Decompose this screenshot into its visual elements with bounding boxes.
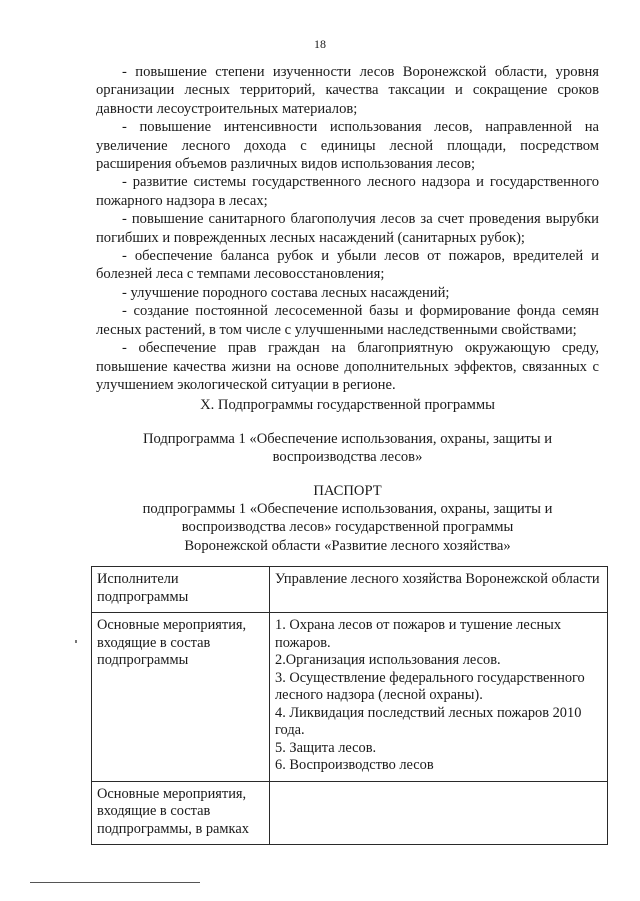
footer-rule: [30, 882, 200, 883]
paragraph: - обеспечение прав граждан на благоприятную окружающую среду, повышение качества жизни на основе дополнительных эффектов, связанных с улучшением экологической ситуации в регионе.: [96, 340, 599, 393]
passport-subtitle: [96, 500, 599, 555]
list-item: 1. Охрана лесов от пожаров и тушение лесных пожаров.: [275, 617, 562, 651]
table-cell-value: [270, 781, 608, 845]
list-item: 2.Организация использования лесов.: [275, 652, 501, 668]
page-number: 18: [314, 37, 326, 51]
passport-subtitle-line: Воронежской области «Развитие лесного хозяйства»: [184, 537, 511, 554]
body-text: [96, 63, 599, 394]
paragraph: - развитие системы государственного лесного надзора и государственного пожарного надзора в лесах;: [96, 174, 599, 209]
table-cell-value: Управление лесного хозяйства Воронежской области: [270, 567, 608, 613]
paragraph: - обеспечение баланса рубок и убыли лесов от пожаров, вредителей и болезней леса с темпами лесовосстановления;: [96, 248, 599, 283]
list-item: 5. Защита лесов.: [275, 739, 377, 756]
table-row: [92, 567, 608, 613]
paragraph: - создание постоянной лесосеменной базы и формирование фонда семян лесных растений, в том числе с улучшенными наследственными свойствами;: [96, 303, 599, 338]
passport-table: [91, 566, 608, 845]
paragraph: - повышение интенсивности использования лесов, направленной на увеличение лесного дохода с единицы лесной площади, посредством расширения объемов различных видов использования лесов;: [96, 119, 599, 173]
table-cell-list: [270, 613, 608, 782]
table-cell-label: Основные мероприятия, входящие в состав подпрограммы, в рамках: [92, 781, 270, 845]
list-item: 4. Ликвидация последствий лесных пожаров 2010 года.: [275, 704, 582, 738]
table-row: [92, 781, 608, 845]
subprogram-heading: [96, 430, 599, 467]
passport-title: ПАСПОРТ: [313, 483, 382, 499]
scan-speck: [75, 640, 77, 643]
paragraph: - улучшение породного состава лесных насаждений;: [122, 284, 450, 301]
list-item: 3. Осуществление федерального государственного лесного надзора (лесной охраны).: [275, 669, 585, 703]
subprogram-heading-line: Подпрограмма 1 «Обеспечение использования, охраны, защиты и: [142, 431, 553, 447]
subprogram-heading-line: воспроизводства лесов»: [272, 449, 423, 466]
paragraph: - повышение степени изученности лесов Воронежской области, уровня организации лесных территорий, качества таксации и сокращение сроков давности лесоустроительных материалов;: [96, 64, 599, 117]
table-cell-label: Основные мероприятия, входящие в состав подпрограммы: [92, 613, 270, 782]
list-item: 6. Воспроизводство лесов: [275, 757, 434, 773]
table-cell-label: Исполнители подпрограммы: [92, 567, 270, 613]
section-heading: X. Подпрограммы государственной программы: [200, 397, 495, 413]
paragraph: - повышение санитарного благополучия лесов за счет проведения вырубки погибших и поврежденных лесных насаждений (санитарных рубок);: [96, 211, 599, 246]
passport-subtitle-line: подпрограммы 1 «Обеспечение использования, охраны, защиты и: [142, 501, 553, 517]
passport-subtitle-line: воспроизводства лесов» государственной программы: [181, 519, 514, 536]
table-row: [92, 613, 608, 782]
